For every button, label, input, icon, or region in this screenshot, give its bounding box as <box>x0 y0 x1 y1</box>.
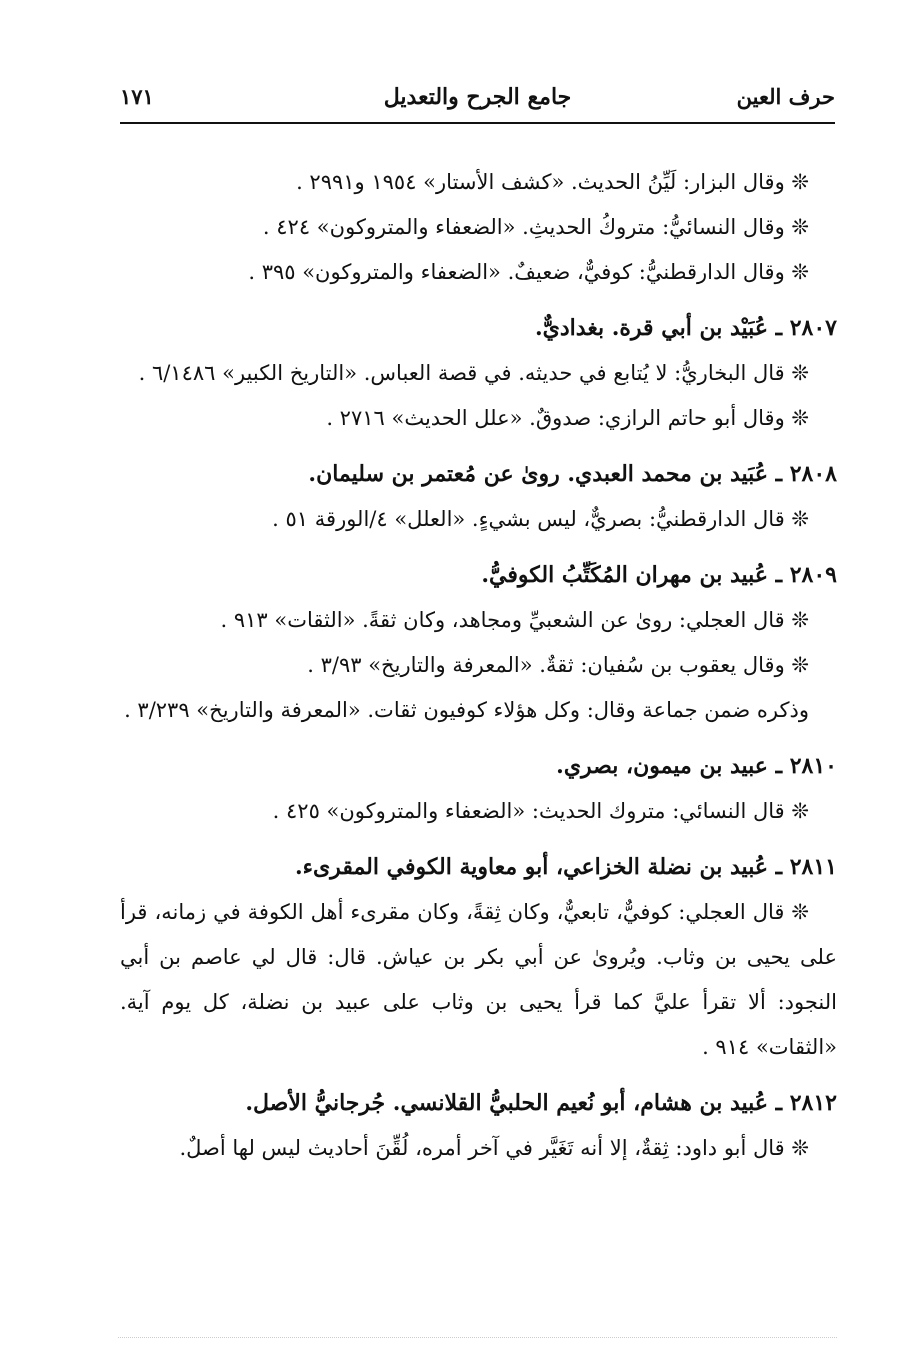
entry-2811 <box>120 844 837 1070</box>
quote-line: ❊ قال الدارقطنيُّ: بصريٌّ، ليس بشيءٍ. «العلل» ٤/الورقة ٥١ . <box>272 507 809 531</box>
entry-2809 <box>120 552 837 733</box>
entry-2807 <box>120 305 837 441</box>
quote-line: ❊ وقال يعقوب بن سُفيان: ثقةٌ. «المعرفة والتاريخ» ٣/٩٣ . <box>307 653 809 677</box>
intro-block <box>120 160 837 295</box>
entry-2808 <box>120 451 837 542</box>
chapter-heading: حرف العين <box>736 84 835 109</box>
quote-paragraph: وذكره ضمن جماعة وقال: وكل هؤلاء كوفيون ثقات. «المعرفة والتاريخ» ٣/٢٣٩ . <box>124 698 809 722</box>
quote-line: ❊ وقال الدارقطنيُّ: كوفيٌّ، ضعيفٌ. «الضعفاء والمتروكون» ٣٩٥ . <box>248 260 809 284</box>
entry-2812 <box>120 1080 837 1171</box>
running-header <box>120 78 835 124</box>
narrator-name: عبيد بن ميمون، بصري. <box>556 753 768 779</box>
quote-paragraph: ❊ قال البخاريُّ: لا يُتابع في حديثه. في قصة العباس. «التاريخ الكبير» ٦/١٤٨٦ . <box>138 361 809 385</box>
quote-line: ❊ وقال أبو حاتم الرازي: صدوقٌ. «علل الحديث» ٢٧١٦ . <box>326 406 809 430</box>
entry-number: ٢٨١٠ ـ <box>775 753 837 779</box>
narrator-name: عُبيد بن هشام، أبو نُعيم الحلبيُّ القلانسي. جُرجانيُّ الأصل. <box>245 1090 768 1116</box>
narrator-name: عُبيد بن نضلة الخزاعي، أبو معاوية الكوفي المقرىء. <box>294 854 768 880</box>
quote-line: ❊ قال النسائي: متروك الحديث: «الضعفاء والمتروكون» ٤٢٥ . <box>272 799 809 823</box>
entry-heading <box>120 305 837 351</box>
entry-heading <box>120 844 837 890</box>
quote-line: ❊ وقال النسائيُّ: متروكُ الحديثِ. «الضعفاء والمتروكون» ٤٢٤ . <box>262 215 809 239</box>
page-number: ١٧١ <box>120 84 154 109</box>
entry-heading <box>120 1080 837 1126</box>
entry-number: ٢٨١٢ ـ <box>775 1090 837 1116</box>
narrator-name: عُبَيد بن محمد العبدي. روىٰ عن مُعتمر بن سليمان. <box>308 461 768 487</box>
entry-heading <box>120 451 837 497</box>
entry-heading <box>120 552 837 598</box>
quote-line: ❊ قال أبو داود: ثِقةٌ، إلا أنه تَغَيَّر في آخر أمره، لُقِّنَ أحاديث ليس لها أصلٌ. <box>179 1136 809 1160</box>
quote-line: ❊ قال العجلي: روىٰ عن الشعبيِّ ومجاهد، وكان ثقةً. «الثقات» ٩١٣ . <box>220 608 809 632</box>
entry-heading <box>120 743 837 789</box>
book-title: جامع الجرح والتعديل <box>383 84 572 110</box>
quote-line: ❊ وقال البزار: لَيِّنُ الحديث. «كشف الأستار» ١٩٥٤ و٢٩٩١ . <box>296 170 809 194</box>
entry-number: ٢٨١١ ـ <box>775 854 837 880</box>
narrator-name: عُبَيْد بن أبي قرة. بغداديٌّ. <box>535 315 768 341</box>
scan-edge-marks <box>118 1337 837 1346</box>
page-content <box>120 160 837 1181</box>
quote-paragraph: ❊ قال العجلي: كوفيٌّ، تابعيٌّ، وكان ثِقةً، وكان مقرىء أهل الكوفة في زمانه، قرأ على يحيى بن وثاب. ويُروىٰ عن أبي بكر بن عياش. قال: قال لي عاصم بن أبي النجود: ألا تقرأ عليَّ كما قرأ يحيى بن وثاب على عبيد بن نضلة، كل يوم آية. «الثقات» ٩١٤ . <box>120 900 837 1059</box>
entry-number: ٢٨٠٧ ـ <box>775 315 837 341</box>
entry-2810 <box>120 743 837 834</box>
entry-number: ٢٨٠٩ ـ <box>775 562 837 588</box>
entry-number: ٢٨٠٨ ـ <box>775 461 837 487</box>
narrator-name: عُبيد بن مهران المُكَتِّبُ الكوفيُّ. <box>481 562 768 588</box>
